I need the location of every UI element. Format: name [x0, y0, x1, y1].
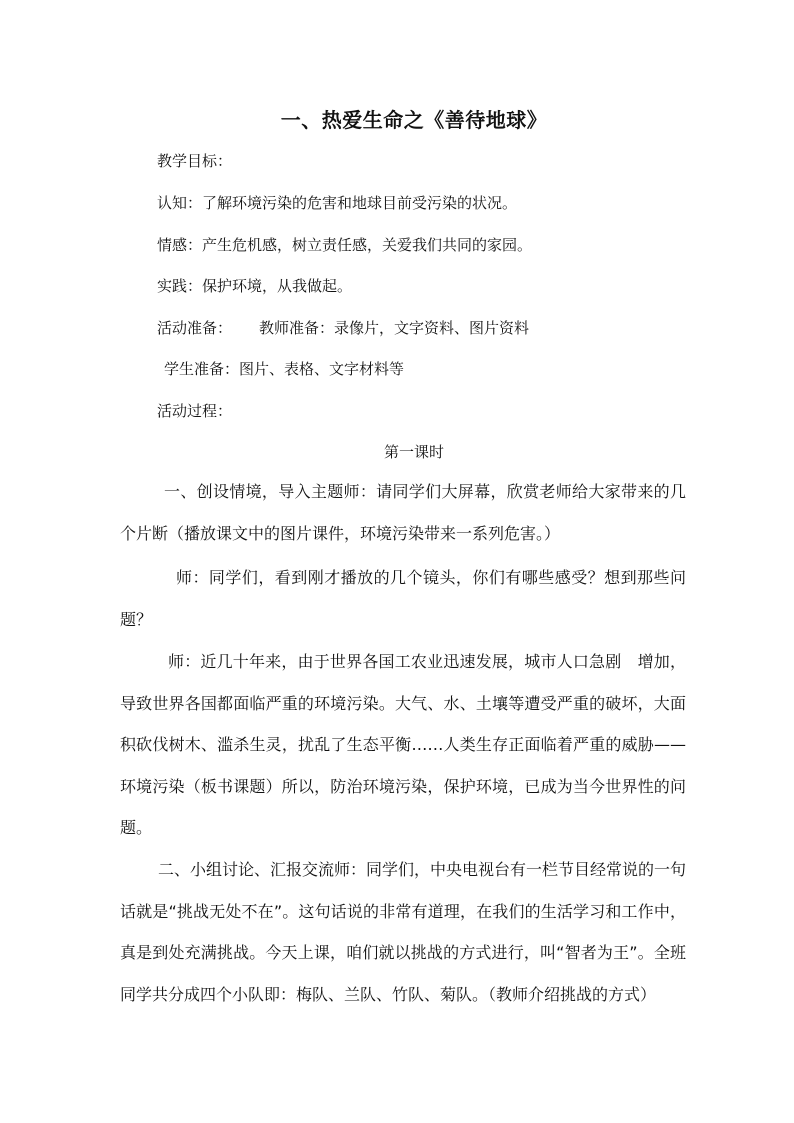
paragraph-intro: 一、创设情境，导入主题师：请同学们大屏幕，欣赏老师给大家带来的几个片断（播放课文中的图片课件，环境污染带来一系列危害。）: [120, 482, 686, 543]
paragraph-discussion: 二、小组讨论、汇报交流师：同学们，中央电视台有一栏节目经常说的一句话就是“挑战无处不在”。这句话说的非常有道理，在我们的生活学习和工作中，真是到处充满挑战。今天上课，咱们就以挑战的方式进行，叫“智者为王”。全班同学共分成四个小队即：梅队、兰队、竹队、菊队。（教师介绍挑战的方式）: [120, 860, 687, 1004]
activity-process-heading: 活动过程：: [157, 402, 233, 420]
document-title: 一、热爱生命之《善待地球》: [280, 108, 548, 132]
goal-emotion: 情感：产生危机感，树立责任感，关爱我们共同的家园。: [157, 236, 533, 254]
student-prep: 学生准备：图片、表格、文字材料等: [164, 360, 405, 378]
paragraph-background: 师：近几十年来，由于世界各国工农业迅速发展，城市人口急剧 增加，导致世界各国都面临严重的环境污染。大气、水、土壤等遭受严重的破坏，大面积砍伐树木、滥杀生灵，扰乱了生态平衡……人类生存正面临着严重的威胁——环境污染（板书课题）所以，防治环境污染，保护环境，已成为当今世界性的问题。: [120, 652, 686, 837]
teacher-prep: 教师准备：录像片，文字资料、图片资料: [259, 319, 530, 337]
teaching-goals-heading: 教学目标：: [157, 152, 233, 170]
goal-practice: 实践：保护环境，从我做起。: [157, 277, 353, 295]
paragraph-question: 师：同学们，看到刚才播放的几个镜头，你们有哪些感受？想到那些问题？: [120, 568, 686, 629]
lesson-heading: 第一课时: [383, 443, 444, 461]
goal-cognition: 认知：了解环境污染的危害和地球目前受污染的状况。: [157, 194, 518, 212]
activity-prep-label: 活动准备：: [157, 319, 233, 337]
